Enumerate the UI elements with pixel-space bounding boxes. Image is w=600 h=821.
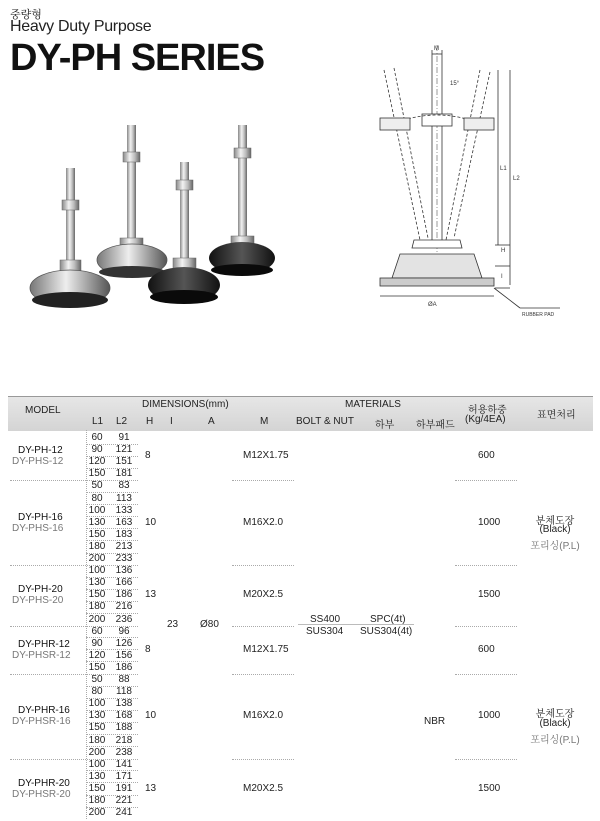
cell-l1: 80 bbox=[91, 686, 103, 698]
cell-l2: 118 bbox=[116, 686, 132, 698]
cell-m: M16X2.0 bbox=[243, 516, 284, 528]
cell-l2: 96 bbox=[118, 625, 130, 637]
cell-m: M16X2.0 bbox=[243, 710, 284, 722]
drawing-label-m: M bbox=[434, 46, 439, 52]
cell-h: 10 bbox=[145, 710, 157, 722]
drawing-label-rubber-pad: RUBBER PAD bbox=[522, 312, 555, 318]
model-name: DY-PHR-12 bbox=[18, 638, 70, 650]
group-divider bbox=[455, 480, 517, 481]
sub-base: 하부 bbox=[375, 420, 395, 431]
cell-l2: 151 bbox=[115, 456, 133, 468]
model-alt-name: DY-PHSR-12 bbox=[12, 649, 71, 661]
sub-i: I bbox=[170, 416, 173, 427]
base-material-1: SPC(4t) bbox=[370, 614, 406, 625]
cell-m: M12X1.75 bbox=[243, 643, 289, 655]
cell-h: 8 bbox=[145, 450, 151, 462]
cell-l1: 50 bbox=[91, 674, 103, 685]
cell-l1: 150 bbox=[88, 468, 106, 480]
model-name: DY-PH-20 bbox=[18, 584, 63, 596]
cell-l1: 200 bbox=[88, 553, 106, 564]
cell-l2: 183 bbox=[115, 528, 133, 540]
group-divider bbox=[455, 626, 517, 627]
pad-material: NBR bbox=[424, 716, 446, 727]
sub-l2: L2 bbox=[116, 416, 128, 427]
cell-l2: 188 bbox=[115, 722, 133, 734]
bolt-material-1: SS400 bbox=[310, 614, 341, 625]
cell-load: 1500 bbox=[478, 589, 501, 601]
cell-h: 8 bbox=[145, 643, 151, 655]
cell-l1: 200 bbox=[88, 613, 106, 625]
finish-1-line3: 포리싱(P.L) bbox=[530, 541, 580, 552]
cell-m: M20X2.5 bbox=[243, 782, 284, 794]
cell-l1: 180 bbox=[88, 601, 106, 613]
col-load-kr: 허용하중 bbox=[468, 405, 507, 416]
cell-l1: 150 bbox=[88, 661, 106, 673]
page-title: DY-PH SERIES bbox=[10, 37, 265, 79]
korean-category-label: 중량형 bbox=[10, 9, 42, 21]
cell-l2: 241 bbox=[115, 807, 133, 819]
cell-l1: 150 bbox=[88, 589, 106, 601]
finish-2-line2: (Black) bbox=[539, 718, 571, 729]
model-name: DY-PH-12 bbox=[18, 445, 63, 457]
group-divider bbox=[455, 759, 517, 760]
cell-l1: 150 bbox=[88, 528, 106, 540]
sub-bolt: BOLT & NUT bbox=[296, 416, 354, 427]
model-alt-name: DY-PHSR-16 bbox=[12, 716, 71, 728]
bolt-material-2: SUS304 bbox=[306, 626, 344, 637]
cell-h: 10 bbox=[145, 516, 157, 528]
page-subtitle: Heavy Duty Purpose bbox=[10, 18, 152, 35]
common-a: Ø80 bbox=[200, 619, 219, 630]
model-alt-name: DY-PHSR-20 bbox=[12, 788, 71, 800]
finish-1-line2: (Black) bbox=[539, 524, 571, 535]
cell-m: M12X1.75 bbox=[243, 450, 289, 462]
cell-l2: 213 bbox=[115, 540, 133, 552]
finish-1-line1: 분체도장 bbox=[535, 516, 575, 527]
cell-l1: 120 bbox=[88, 649, 106, 661]
group-divider bbox=[232, 674, 294, 675]
cell-l2: 121 bbox=[115, 444, 133, 456]
cell-l2: 221 bbox=[115, 795, 133, 806]
sub-m: M bbox=[260, 416, 269, 427]
drawing-label-i: I bbox=[501, 274, 503, 280]
model-name: DY-PH-16 bbox=[18, 511, 63, 523]
cell-l1: 120 bbox=[88, 456, 106, 468]
cell-l2: 186 bbox=[115, 589, 133, 601]
cell-l2: 91 bbox=[118, 432, 130, 443]
cell-l2: 166 bbox=[115, 577, 133, 589]
col-finish: 표면처리 bbox=[537, 410, 576, 421]
cell-l1: 50 bbox=[91, 480, 103, 492]
cell-l2: 191 bbox=[115, 782, 133, 794]
cell-l2: 141 bbox=[115, 758, 133, 770]
drawing-label-dia: ØA bbox=[428, 302, 437, 308]
sub-h: H bbox=[146, 416, 154, 427]
cell-l1: 100 bbox=[88, 565, 106, 577]
sub-a: A bbox=[208, 416, 215, 427]
drawing-label-angle: 15° bbox=[450, 81, 460, 87]
model-alt-name: DY-PHS-12 bbox=[12, 456, 64, 468]
finish-2-line1: 분체도장 bbox=[535, 709, 575, 720]
col-model: MODEL bbox=[25, 405, 61, 416]
cell-l1: 180 bbox=[88, 795, 106, 806]
group-divider bbox=[455, 674, 517, 675]
cell-l1: 130 bbox=[88, 516, 106, 528]
col-dimensions: DIMENSIONS(mm) bbox=[142, 399, 229, 410]
cell-l2: 168 bbox=[115, 710, 133, 722]
cell-l1: 60 bbox=[91, 432, 103, 443]
sub-pad: 하부패드 bbox=[416, 420, 455, 431]
cell-l2: 236 bbox=[115, 613, 133, 625]
cell-l1: 200 bbox=[88, 746, 106, 758]
model-name: DY-PHR-16 bbox=[18, 705, 70, 717]
cell-l2: 238 bbox=[115, 746, 133, 758]
finish-2-line3: 포리싱(P.L) bbox=[530, 735, 580, 746]
cell-l2: 163 bbox=[115, 516, 133, 528]
column-divider bbox=[86, 430, 87, 819]
group-divider bbox=[232, 759, 294, 760]
cell-l1: 90 bbox=[91, 637, 103, 649]
common-i: 23 bbox=[167, 619, 179, 630]
col-load: (Kg/4EA) bbox=[465, 414, 506, 425]
col-materials: MATERIALS bbox=[345, 399, 401, 410]
cell-load: 1000 bbox=[478, 710, 501, 722]
cell-l2: 218 bbox=[115, 734, 133, 746]
drawing-label-l1: L1 bbox=[500, 166, 507, 172]
cell-l1: 60 bbox=[91, 625, 103, 637]
cell-l1: 130 bbox=[88, 710, 106, 722]
cell-l2: 216 bbox=[115, 601, 133, 613]
cell-l1: 100 bbox=[88, 758, 106, 770]
cell-l2: 233 bbox=[115, 553, 133, 564]
drawing-label-l2: L2 bbox=[513, 176, 520, 182]
cell-l1: 130 bbox=[88, 770, 106, 782]
cell-l1: 130 bbox=[88, 577, 106, 589]
cell-load: 600 bbox=[478, 450, 495, 462]
cell-l2: 88 bbox=[118, 674, 130, 685]
cell-l2: 83 bbox=[118, 480, 130, 492]
cell-l2: 113 bbox=[116, 492, 132, 504]
cell-h: 13 bbox=[145, 589, 157, 601]
cell-l1: 180 bbox=[88, 540, 106, 552]
group-divider bbox=[232, 565, 294, 566]
base-material-2: SUS304(4t) bbox=[360, 626, 413, 637]
cell-load: 1000 bbox=[478, 516, 501, 528]
cell-load: 600 bbox=[478, 643, 495, 655]
cell-l1: 100 bbox=[88, 698, 106, 710]
sub-l1: L1 bbox=[92, 416, 104, 427]
cell-l2: 138 bbox=[115, 698, 133, 710]
cell-l2: 171 bbox=[115, 770, 133, 782]
cell-l1: 150 bbox=[88, 782, 106, 794]
group-divider bbox=[455, 565, 517, 566]
cell-m: M20X2.5 bbox=[243, 589, 284, 601]
group-divider bbox=[232, 480, 294, 481]
cell-l2: 156 bbox=[115, 649, 133, 661]
cell-l2: 126 bbox=[115, 637, 133, 649]
cell-l1: 90 bbox=[91, 444, 103, 456]
cell-l1: 100 bbox=[88, 504, 106, 516]
model-alt-name: DY-PHS-16 bbox=[12, 522, 64, 534]
cell-load: 1500 bbox=[478, 782, 501, 794]
group-divider bbox=[232, 626, 294, 627]
cell-l1: 150 bbox=[88, 722, 106, 734]
cell-l1: 80 bbox=[91, 492, 103, 504]
cell-l1: 180 bbox=[88, 734, 106, 746]
cell-l2: 186 bbox=[115, 661, 133, 673]
cell-h: 13 bbox=[145, 782, 157, 794]
cell-l2: 133 bbox=[115, 504, 133, 516]
cell-l2: 181 bbox=[115, 468, 133, 480]
model-alt-name: DY-PHS-20 bbox=[12, 595, 64, 607]
materials-divider bbox=[298, 624, 414, 625]
cell-l2: 136 bbox=[115, 565, 133, 577]
drawing-label-h: H bbox=[501, 248, 506, 254]
cell-l1: 200 bbox=[88, 807, 106, 819]
model-name: DY-PHR-20 bbox=[18, 777, 70, 789]
